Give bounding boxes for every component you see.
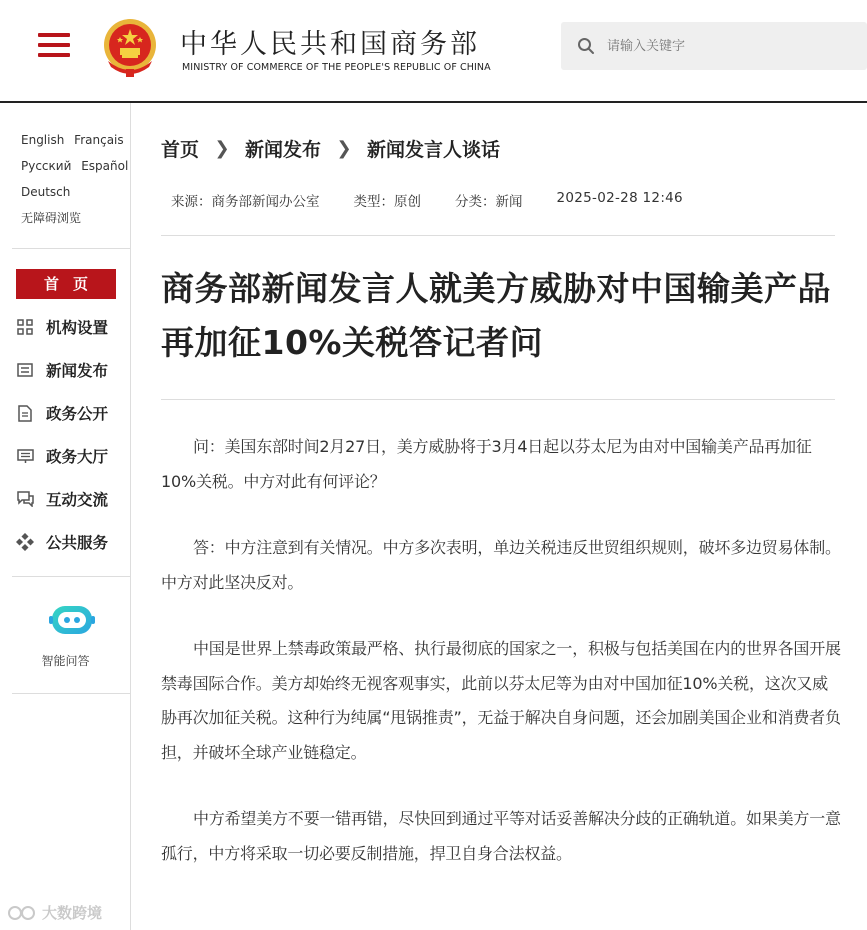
search-icon[interactable] [577, 37, 595, 55]
breadcrumb-news[interactable]: 新闻发布 [245, 138, 322, 161]
assistant-label[interactable]: 智能问答 [41, 654, 90, 668]
sidebar-item-gov-hall[interactable] [16, 443, 108, 469]
site-header [0, 0, 867, 103]
document-icon [16, 404, 34, 422]
sidebar-item-label: 公共服务 [46, 534, 109, 552]
sidebar-divider [12, 576, 130, 577]
robot-assistant-icon[interactable] [49, 603, 95, 639]
article-category: 分类：新闻 [455, 194, 523, 210]
article-body [161, 430, 841, 903]
lang-english-link[interactable]: English [21, 133, 65, 147]
search-input[interactable] [607, 22, 857, 70]
accessibility-link[interactable]: 无障碍浏览 [21, 211, 82, 225]
sidebar-item-label: 互动交流 [46, 491, 109, 509]
breadcrumb-home[interactable]: 首页 [161, 138, 200, 161]
watermark-logo-icon [8, 903, 38, 923]
sidebar-item-gov-info[interactable] [16, 400, 108, 426]
article-type: 类型：原创 [353, 194, 421, 210]
search-box [561, 22, 867, 70]
lang-spanish-link[interactable]: Español [81, 159, 129, 173]
watermark-text: 大数跨境 [42, 904, 103, 922]
sidebar-item-public-service[interactable] [16, 529, 108, 555]
breadcrumb [161, 133, 500, 163]
sidebar-item-label: 政务大厅 [46, 448, 109, 466]
chat-icon [16, 490, 34, 508]
sidebar-item-label: 政务公开 [46, 405, 109, 423]
site-subtitle: MINISTRY OF COMMERCE OF THE PEOPLE'S REPUBLIC OF CHINA [182, 62, 491, 73]
grid-icon [16, 318, 34, 336]
article-title: 商务部新闻发言人就美方威胁对中国输美产品再加征10%关税答记者问 [161, 269, 831, 362]
sidebar-home-button[interactable]: 首页 [16, 269, 116, 299]
service-icon [16, 533, 34, 551]
sidebar-item-organization[interactable] [16, 314, 108, 340]
menu-icon[interactable] [38, 33, 70, 59]
sidebar-divider [12, 248, 130, 249]
sidebar-item-news[interactable] [16, 357, 108, 383]
news-icon [16, 361, 34, 379]
sidebar-divider [12, 693, 130, 694]
hall-icon [16, 447, 34, 465]
article-paragraph: 答：中方注意到有关情况。中方多次表明，单边关税违反世贸组织规则，破坏多边贸易体制。中方对此坚决反对。 [161, 538, 841, 592]
lang-german-link[interactable]: Deutsch [21, 185, 71, 199]
lang-russian-link[interactable]: Русский [21, 159, 72, 173]
sidebar-item-interaction[interactable] [16, 486, 108, 512]
sidebar [0, 103, 131, 930]
article-paragraph: 问：美国东部时间2月27日，美方威胁将于3月4日起以芬太尼为由对中国输美产品再加征10%关税。中方对此有何评论？ [161, 437, 812, 491]
sidebar-item-label: 新闻发布 [46, 362, 109, 380]
national-emblem[interactable] [100, 17, 160, 79]
article-source: 来源：商务部新闻办公室 [171, 194, 320, 210]
chevron-right-icon: ❯ [336, 137, 352, 159]
breadcrumb-spokesperson[interactable]: 新闻发言人谈话 [367, 138, 501, 161]
meta-divider [161, 235, 835, 236]
article-paragraph: 中方希望美方不要一错再错，尽快回到通过平等对话妥善解决分歧的正确轨道。如果美方一意孤行，中方将采取一切必要反制措施，捍卫自身合法权益。 [161, 809, 841, 863]
article-paragraph: 中国是世界上禁毒政策最严格、执行最彻底的国家之一，积极与包括美国在内的世界各国开展禁毒国际合作。美方却始终无视客观事实，此前以芬太尼等为由对中国加征10%关税，这次又威胁再次加征关税。这种行为纯属“甩锅推责”，无益于解决自身问题，还会加剧美国企业和消费者负担，并破坏全球产业链稳定。 [161, 639, 841, 762]
language-links [21, 127, 129, 231]
article-meta [171, 190, 683, 210]
article-timestamp: 2025-02-28 12:46 [556, 190, 683, 206]
watermark [8, 902, 102, 923]
chevron-right-icon: ❯ [214, 137, 230, 159]
lang-french-link[interactable]: Français [74, 133, 124, 147]
sidebar-item-label: 机构设置 [46, 319, 109, 337]
title-divider [161, 399, 835, 400]
site-title: 中华人民共和国商务部 [180, 29, 480, 60]
